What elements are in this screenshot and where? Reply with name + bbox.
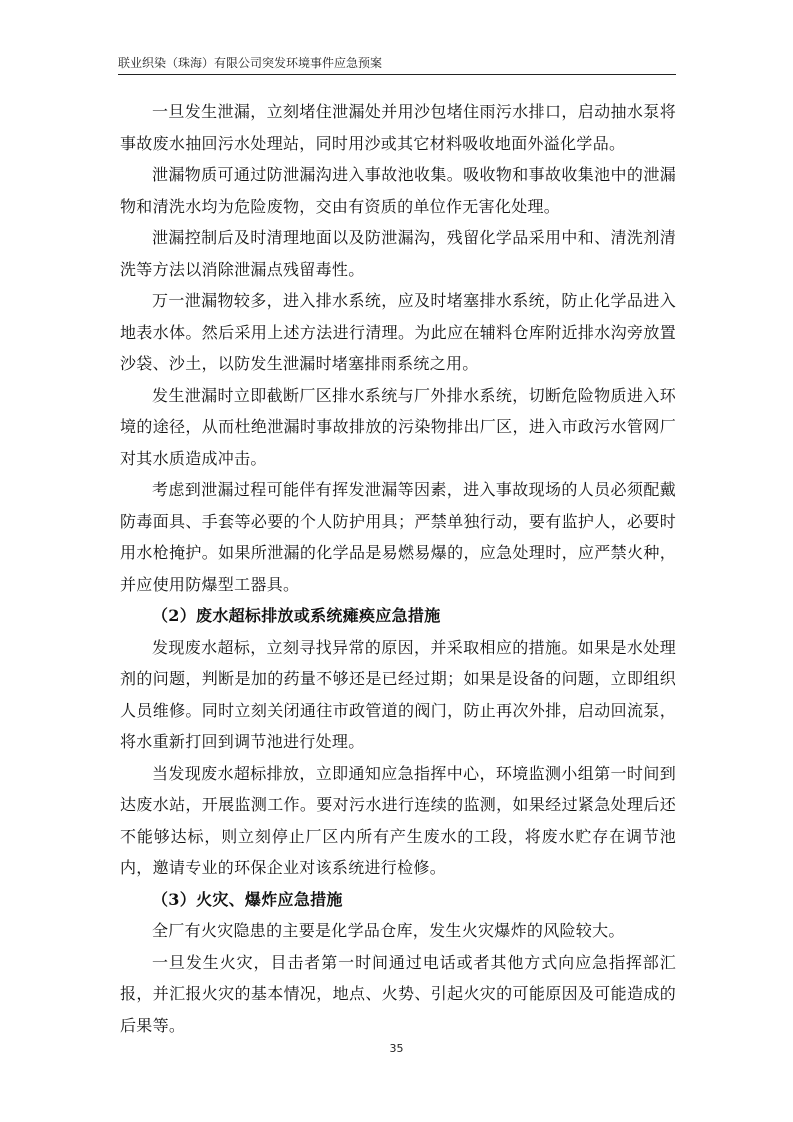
paragraph-drainage-cutoff: 发生泄漏时立即截断厂区排水系统与厂外排水系统，切断危险物质进入环境的途径，从而杜绝泄漏时事故排放的污染物排出厂区，进入市政污水管网厂对其水质造成冲击。 (120, 385, 676, 468)
paragraph-fire-risk: 全厂有火灾隐患的主要是化学品仓库，发生火灾爆炸的风险较大。 (152, 921, 625, 940)
document-header: 联业织染（珠海）有限公司突发环境事件应急预案 (118, 56, 676, 75)
section-heading-wastewater: （2）废水超标排放或系统瘫痪应急措施 (152, 606, 441, 625)
paragraph-drainage-blocking: 万一泄漏物较多，进入排水系统，应及时堵塞排水系统，防止化学品进入地表水体。然后采用上述方法进行清理。为此应在辅料仓库附近排水沟旁放置沙袋、沙土，以防发生泄漏时堵塞排雨系统之用。 (120, 291, 676, 373)
paragraph-wastewater-monitoring: 当发现废水超标排放，立即通知应急指挥中心，环境监测小组第一时间到达废水站，开展监测工作。要对污水进行连续的监测，如果经过紧急处理后还不能够达标，则立刻停止厂区内所有产生废水的工段，将废水贮存在调节池内，邀请专业的环保企业对该系统进行检修。 (120, 763, 676, 877)
document-body (120, 96, 676, 1041)
section-heading-fire: （3）火灾、爆炸应急措施 (152, 889, 343, 909)
paragraph-leak-cleanup: 泄漏控制后及时清理地面以及防泄漏沟，残留化学品采用中和、清洗剂清洗等方法以消除泄漏点残留毒性。 (120, 228, 676, 279)
paragraph-personal-protection: 考虑到泄漏过程可能伴有挥发泄漏等因素，进入事故现场的人员必须配戴防毒面具、手套等必要的个人防护用具；严禁单独行动，要有监护人，必要时用水枪掩护。如果所泄漏的化学品是易燃易爆的，应急处理时，应严禁火种，并应使用防爆型工器具。 (120, 480, 676, 594)
paragraph-leak-collection: 泄漏物质可通过防泄漏沟进入事故池收集。吸收物和事故收集池中的泄漏物和清洗水均为危险废物，交由有资质的单位作无害化处理。 (120, 165, 676, 216)
paragraph-fire-report: 一旦发生火灾，目击者第一时间通过电话或者其他方式向应急指挥部汇报，并汇报火灾的基本情况，地点、火势、引起火灾的可能原因及可能造成的后果等。 (120, 952, 676, 1035)
paragraph-wastewater-exceed: 发现废水超标，立刻寻找异常的原因，并采取相应的措施。如果是水处理剂的问题，判断是加的药量不够还是已经过期；如果是设备的问题，立即组织人员维修。同时立刻关闭通往市政管道的阀门，防止再次外排，启动回流泵，将水重新打回到调节池进行处理。 (120, 637, 676, 751)
page-number: 35 (389, 1042, 404, 1055)
paragraph-leak-response: 一旦发生泄漏，立刻堵住泄漏处并用沙包堵住雨污水排口，启动抽水泵将事故废水抽回污水处理站，同时用沙或其它材料吸收地面外溢化学品。 (120, 102, 676, 153)
